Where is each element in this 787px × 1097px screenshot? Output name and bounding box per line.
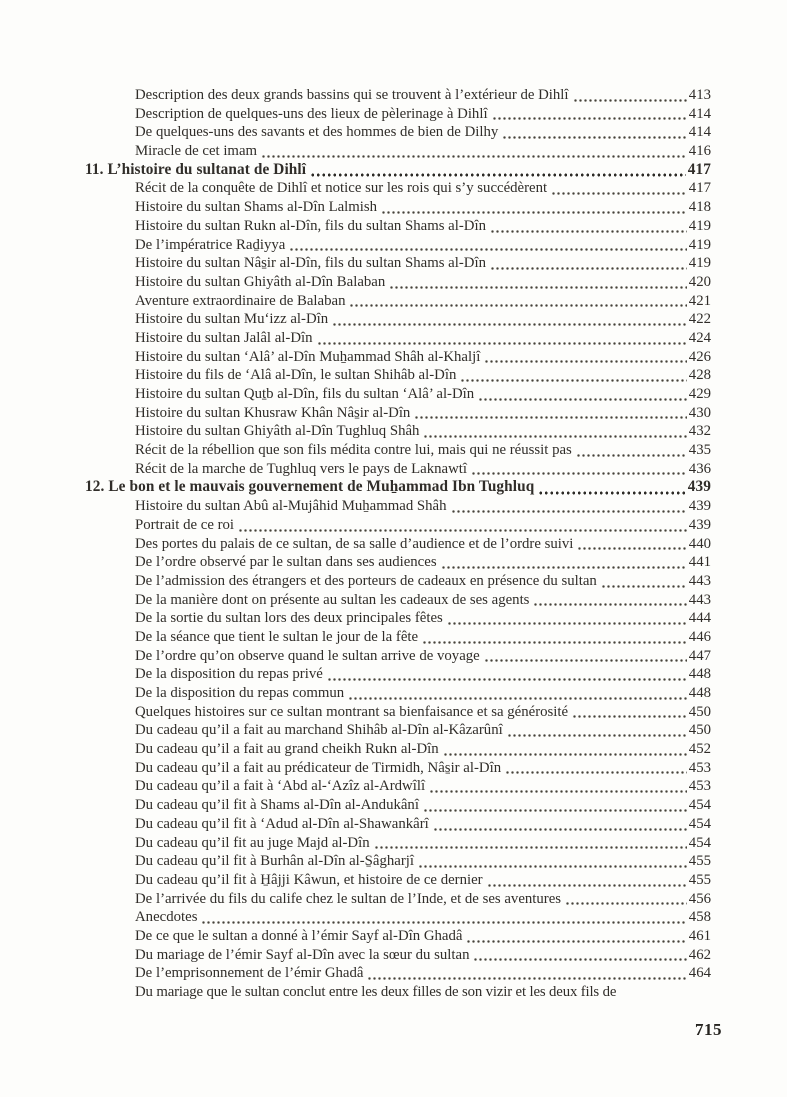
toc-entry bbox=[85, 366, 711, 385]
toc-entry-page: 439 bbox=[688, 498, 711, 515]
toc-entry bbox=[85, 647, 711, 666]
toc-entry-page: 441 bbox=[688, 554, 711, 571]
toc-entry bbox=[85, 123, 711, 142]
toc-entry-title: De l’ordre qu’on observe quand le sultan arrive de voyage bbox=[135, 647, 480, 664]
toc-entry bbox=[85, 609, 711, 628]
toc-entry-title: Miracle de cet imam bbox=[135, 143, 258, 160]
toc-entry bbox=[85, 852, 711, 871]
toc-entry-page: 419 bbox=[688, 217, 711, 234]
toc-entry bbox=[85, 179, 711, 198]
dot-leader bbox=[484, 348, 686, 367]
toc-entry bbox=[85, 236, 711, 255]
dot-leader bbox=[441, 553, 687, 572]
dot-leader bbox=[572, 703, 687, 722]
dot-leader bbox=[367, 964, 686, 983]
toc-entry bbox=[85, 777, 711, 796]
toc-entry-page: 417 bbox=[687, 160, 711, 178]
toc-entry-page: 454 bbox=[688, 815, 711, 832]
toc-entry-page: 439 bbox=[688, 516, 711, 533]
toc-entry bbox=[85, 946, 711, 965]
toc-entry-page: 461 bbox=[688, 927, 711, 944]
toc-entry bbox=[85, 871, 711, 890]
toc-entry bbox=[85, 348, 711, 367]
toc-entry bbox=[85, 516, 711, 535]
toc-entry-title: Récit de la conquête de Dihlî et notice sur les rois qui s’y succédèrent bbox=[135, 180, 548, 197]
dot-leader bbox=[538, 478, 685, 497]
dot-leader bbox=[451, 497, 687, 516]
toc-entry-title: De l’ordre observé par le sultan dans ses audiences bbox=[135, 554, 437, 571]
toc-entry-page: 414 bbox=[688, 124, 711, 141]
dot-leader bbox=[466, 927, 686, 946]
dot-leader bbox=[433, 815, 687, 834]
toc-entry-title: Histoire du sultan Ghiyâth al-Dîn Tughluq Shâh bbox=[135, 423, 420, 440]
dot-leader bbox=[261, 142, 687, 161]
dot-leader bbox=[422, 628, 687, 647]
toc-entry-title: De la disposition du repas commun bbox=[135, 685, 345, 701]
dot-leader bbox=[332, 310, 687, 329]
toc-entry bbox=[85, 834, 711, 853]
toc-entry-title: Du cadeau qu’il fit à Burhân al-Dîn al-S̱âgharjî bbox=[135, 853, 414, 870]
toc-entry-page: 450 bbox=[688, 722, 711, 739]
toc-entry-page: 454 bbox=[688, 834, 711, 851]
toc-entry bbox=[85, 553, 711, 572]
toc-entry bbox=[85, 497, 711, 516]
toc-entry-title: De l’impératrice Raḏiyya bbox=[135, 236, 286, 253]
toc-entry-title: Histoire du sultan ‘Alâ’ al-Dîn Muẖammad Shâh al-Khaljî bbox=[135, 348, 481, 365]
toc-entry-page: 454 bbox=[688, 797, 711, 814]
toc-entry-page: 432 bbox=[688, 423, 711, 440]
toc-entry bbox=[85, 684, 711, 703]
page-number: 715 bbox=[695, 1020, 722, 1039]
toc-entry bbox=[85, 721, 711, 740]
toc-entry-page: 443 bbox=[688, 572, 711, 589]
table-of-contents bbox=[85, 86, 711, 1002]
toc-entry-title: Histoire du sultan Rukn al-Dîn, fils du sultan Shams al-Dîn bbox=[135, 217, 486, 234]
dot-leader bbox=[374, 834, 687, 853]
toc-entry bbox=[85, 198, 711, 217]
toc-entry-title: Du cadeau qu’il a fait au marchand Shihâb al-Dîn al-Kâzarûnî bbox=[135, 722, 503, 739]
dot-leader bbox=[447, 609, 687, 628]
toc-entry-page: 455 bbox=[688, 871, 711, 888]
toc-entry bbox=[85, 740, 711, 759]
dot-leader bbox=[502, 123, 687, 142]
toc-entry-page: 416 bbox=[688, 143, 711, 160]
dot-leader bbox=[573, 86, 687, 105]
dot-leader bbox=[317, 329, 687, 348]
toc-entry-page: 426 bbox=[688, 348, 711, 365]
toc-entry-title: Du cadeau qu’il a fait au grand cheikh Rukn al-Dîn bbox=[135, 741, 439, 758]
toc-entry bbox=[85, 964, 711, 983]
dot-leader bbox=[601, 572, 687, 591]
toc-entry-title: 11. L’histoire du sultanat de Dihlî bbox=[85, 160, 307, 178]
dot-leader bbox=[492, 105, 687, 124]
toc-entry-page: 419 bbox=[688, 255, 711, 272]
dot-leader bbox=[423, 422, 686, 441]
dot-leader bbox=[429, 777, 687, 796]
toc-entry-title: Du cadeau qu’il fit au juge Majd al-Dîn bbox=[135, 834, 370, 851]
toc-entry-title: De la manière dont on présente au sultan les cadeaux de ses agents bbox=[135, 591, 530, 608]
toc-entry-title: 12. Le bon et le mauvais gouvernement de Muẖammad Ibn Tughluq bbox=[85, 478, 535, 496]
toc-entry bbox=[85, 591, 711, 610]
dot-leader bbox=[473, 946, 686, 965]
dot-leader bbox=[551, 179, 687, 198]
toc-entry-title: Récit de la marche de Tughluq vers le pays de Laknawtî bbox=[135, 460, 468, 477]
toc-entry-page: 419 bbox=[688, 236, 711, 253]
toc-entry-page: 448 bbox=[688, 685, 711, 701]
toc-entry-page: 413 bbox=[688, 87, 711, 103]
toc-entry-page: 414 bbox=[688, 105, 711, 122]
toc-entry bbox=[85, 572, 711, 591]
toc-entry bbox=[85, 142, 711, 161]
toc-entry bbox=[85, 535, 711, 554]
toc-entry-page: 428 bbox=[688, 367, 711, 384]
dot-leader bbox=[576, 441, 687, 460]
dot-leader bbox=[490, 254, 687, 273]
dot-leader bbox=[533, 591, 686, 610]
dot-leader bbox=[487, 871, 687, 890]
toc-entry-page: 429 bbox=[688, 386, 711, 402]
dot-leader bbox=[484, 647, 687, 666]
toc-entry bbox=[85, 254, 711, 273]
dot-leader bbox=[490, 217, 687, 236]
toc-entry-page: 450 bbox=[688, 703, 711, 720]
toc-entry-title: Histoire du sultan Mu‘izz al-Dîn bbox=[135, 311, 329, 328]
dot-leader bbox=[327, 665, 687, 684]
toc-chapter-entry bbox=[85, 478, 711, 497]
toc-entry bbox=[85, 890, 711, 909]
toc-entry-title: De la sortie du sultan lors des deux principales fêtes bbox=[135, 610, 443, 627]
toc-entry-title: Récit de la rébellion que son fils médita contre lui, mais qui ne réussit pas bbox=[135, 442, 572, 459]
toc-entry-title: De l’arrivée du fils du calife chez le sultan de l’Inde, et de ses aventures bbox=[135, 890, 562, 907]
toc-entry-page: 453 bbox=[688, 759, 711, 776]
toc-entry bbox=[85, 815, 711, 834]
dot-leader bbox=[201, 908, 686, 927]
toc-entry-title: Du mariage de l’émir Sayf al-Dîn avec la sœur du sultan bbox=[135, 946, 470, 963]
toc-entry-page: 462 bbox=[688, 946, 711, 963]
toc-entry-page: 420 bbox=[688, 273, 711, 290]
toc-entry bbox=[85, 927, 711, 946]
dot-leader bbox=[381, 198, 687, 217]
toc-entry bbox=[85, 703, 711, 722]
toc-entry-page: 435 bbox=[688, 442, 711, 459]
toc-entry-title: Portrait de ce roi bbox=[135, 516, 235, 533]
toc-entry-title: Des portes du palais de ce sultan, de sa salle d’audience et de l’ordre suivi bbox=[135, 535, 574, 552]
toc-entry-page: 417 bbox=[688, 180, 711, 197]
toc-entry-title: Du cadeau qu’il a fait à ‘Abd al-‘Azîz al-Ardwîlî bbox=[135, 778, 426, 795]
dot-leader bbox=[418, 852, 687, 871]
dot-leader bbox=[478, 385, 687, 404]
dot-leader bbox=[389, 273, 687, 292]
toc-entry-title: Histoire du sultan Nâs̱ir al-Dîn, fils du sultan Shams al-Dîn bbox=[135, 255, 486, 272]
toc-entry-title: Description de quelques-uns des lieux de pèlerinage à Dihlî bbox=[135, 105, 488, 122]
toc-entry-page: 452 bbox=[688, 741, 711, 758]
toc-entry-title: Histoire du sultan Ghiyâth al-Dîn Balaban bbox=[135, 273, 386, 290]
toc-entry-title: Du cadeau qu’il fit à Shams al-Dîn al-Andukânî bbox=[135, 797, 419, 814]
toc-entry bbox=[85, 404, 711, 423]
toc-entry-title: Histoire du fils de ‘Alâ al-Dîn, le sultan Shihâb al-Dîn bbox=[135, 367, 457, 384]
toc-chapter-entry bbox=[85, 161, 711, 180]
dot-leader bbox=[349, 292, 686, 311]
toc-entry-title: Description des deux grands bassins qui se trouvent à l’extérieur de Dihlî bbox=[135, 87, 569, 103]
dot-leader bbox=[414, 404, 686, 423]
toc-entry-page: 448 bbox=[688, 666, 711, 683]
toc-entry bbox=[85, 983, 711, 1002]
toc-entry-page: 440 bbox=[688, 535, 711, 552]
toc-entry bbox=[85, 908, 711, 927]
toc-entry-page: 447 bbox=[688, 647, 711, 664]
toc-entry-title: Quelques histoires sur ce sultan montrant sa bienfaisance et sa générosité bbox=[135, 703, 569, 720]
dot-leader bbox=[310, 161, 686, 180]
toc-entry bbox=[85, 105, 711, 124]
toc-entry-title: De ce que le sultan a donné à l’émir Sayf al-Dîn Ghadâ bbox=[135, 927, 463, 944]
toc-entry bbox=[85, 217, 711, 236]
toc-entry-title: Histoire du sultan Khusraw Khân Nâs̱ir al-Dîn bbox=[135, 404, 411, 421]
toc-entry-page: 446 bbox=[688, 628, 711, 645]
toc-entry-title: De l’admission des étrangers et des porteurs de cadeaux en présence du sultan bbox=[135, 572, 597, 589]
toc-entry bbox=[85, 441, 711, 460]
toc-entry bbox=[85, 796, 711, 815]
toc-entry-page: 453 bbox=[688, 778, 711, 795]
dot-leader bbox=[460, 366, 686, 385]
toc-entry-page: 421 bbox=[688, 292, 711, 309]
toc-entry-page: 418 bbox=[688, 199, 711, 216]
toc-entry bbox=[85, 759, 711, 778]
toc-entry-title: Du cadeau qu’il fit à ‘Adud al-Dîn al-Shawankârî bbox=[135, 815, 429, 832]
toc-entry-page: 456 bbox=[688, 890, 711, 907]
toc-entry bbox=[85, 329, 711, 348]
toc-entry bbox=[85, 273, 711, 292]
dot-leader bbox=[443, 740, 687, 759]
toc-entry bbox=[85, 385, 711, 404]
dot-leader bbox=[577, 535, 686, 554]
toc-entry bbox=[85, 86, 711, 105]
toc-entry-title: De la séance que tient le sultan le jour de la fête bbox=[135, 628, 419, 645]
dot-leader bbox=[505, 759, 687, 778]
toc-entry-page: 424 bbox=[688, 329, 711, 346]
dot-leader bbox=[348, 684, 687, 703]
toc-entry-page: 422 bbox=[688, 311, 711, 328]
toc-entry-page: 436 bbox=[688, 460, 711, 477]
dot-leader bbox=[289, 236, 686, 255]
toc-entry bbox=[85, 292, 711, 311]
toc-entry-page: 430 bbox=[688, 404, 711, 421]
toc-entry-title: Histoire du sultan Jalâl al-Dîn bbox=[135, 329, 313, 346]
toc-entry-title: De quelques-uns des savants et des hommes de bien de Dilhy bbox=[135, 124, 499, 141]
toc-entry bbox=[85, 628, 711, 647]
dot-leader bbox=[565, 890, 687, 909]
toc-entry-title: Anecdotes bbox=[135, 909, 198, 926]
toc-entry bbox=[85, 310, 711, 329]
toc-entry-title: De l’emprisonnement de l’émir Ghadâ bbox=[135, 965, 364, 982]
toc-entry bbox=[85, 665, 711, 684]
toc-entry-title: Du cadeau qu’il a fait au prédicateur de Tirmidh, Nâs̱ir al-Dîn bbox=[135, 759, 502, 776]
toc-entry-title: Histoire du sultan Abû al-Mujâhid Muẖammad Shâh bbox=[135, 498, 447, 515]
toc-entry-page: 464 bbox=[688, 965, 711, 982]
toc-entry-title: Histoire du sultan Quṯb al-Dîn, fils du sultan ‘Alâ’ al-Dîn bbox=[135, 386, 475, 402]
toc-entry-title: Histoire du sultan Shams al-Dîn Lalmish bbox=[135, 199, 378, 216]
toc-entry-page: 455 bbox=[688, 853, 711, 870]
toc-entry-page: 443 bbox=[688, 591, 711, 608]
dot-leader bbox=[507, 721, 687, 740]
dot-leader bbox=[423, 796, 687, 815]
dot-leader bbox=[471, 460, 687, 479]
toc-entry-title: Du cadeau qu’il fit à H̱âjji Kâwun, et histoire de ce dernier bbox=[135, 871, 483, 888]
toc-entry bbox=[85, 460, 711, 479]
toc-entry-page: 444 bbox=[688, 610, 711, 627]
toc-entry bbox=[85, 422, 711, 441]
toc-entry-page: 439 bbox=[687, 478, 711, 496]
toc-entry-title: Du mariage que le sultan conclut entre les deux filles de son vizir et les deux fils de bbox=[135, 984, 617, 1000]
dot-leader bbox=[238, 516, 687, 535]
toc-entry-title: De la disposition du repas privé bbox=[135, 666, 323, 683]
toc-entry-page: 458 bbox=[688, 909, 711, 926]
toc-entry-title: Aventure extraordinaire de Balaban bbox=[135, 292, 346, 309]
